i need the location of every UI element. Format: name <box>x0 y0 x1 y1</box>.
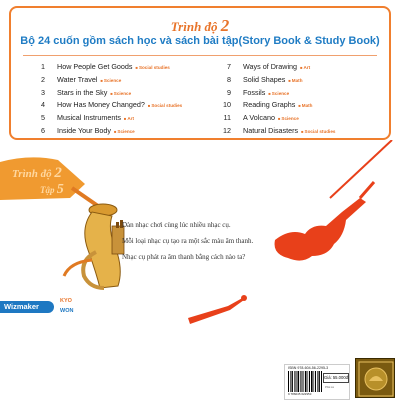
publisher-logo: Wizmaker <box>0 301 54 313</box>
clarinet-icon <box>188 296 246 324</box>
book-category: ■ Science <box>268 91 289 96</box>
book-item <box>221 125 400 138</box>
seal-stamp-icon <box>355 358 395 398</box>
book-title <box>57 61 170 75</box>
book-title <box>243 99 312 113</box>
volume-level-word: Trình độ <box>12 168 52 180</box>
book-title-text: Natural Disasters <box>243 125 299 135</box>
book-category: ■ Math <box>288 78 302 83</box>
description-text <box>122 217 342 265</box>
brand-logo <box>60 296 88 318</box>
book-number: 4 <box>41 100 45 110</box>
book-category: ■ Social studies <box>148 103 182 108</box>
book-title <box>57 74 121 88</box>
price-note: Phát sà <box>325 386 334 389</box>
book-title-text: A Volcano <box>243 113 275 123</box>
book-item <box>35 61 215 74</box>
book-title <box>243 61 310 75</box>
book-category: ■ Science <box>100 78 121 83</box>
book-item <box>221 74 400 87</box>
book-item <box>221 61 400 74</box>
book-title-text: Reading Graphs <box>243 100 296 110</box>
book-title <box>243 74 303 88</box>
book-number: 1 <box>41 62 45 71</box>
barcode-panel <box>284 364 350 400</box>
book-title-text: How People Get Goods <box>57 62 133 71</box>
book-number: 3 <box>41 87 45 97</box>
book-item <box>221 99 400 112</box>
book-number: 2 <box>41 74 45 84</box>
volume-level-stamp <box>12 165 62 182</box>
book-item <box>35 87 215 100</box>
series-subtitle: Bộ 24 cuốn gồm sách học và sách bài tập(Story Book & Study Book) <box>20 35 380 47</box>
book-category: ■ Social studies <box>136 65 170 70</box>
description-line: Nhạc cụ phát ra âm thanh bằng cách nào ta? <box>122 253 246 261</box>
book-title <box>243 125 335 139</box>
book-number: 11 <box>223 113 231 123</box>
brand-logo-line1: KYO <box>60 298 72 304</box>
book-title <box>57 99 182 113</box>
book-item <box>35 99 215 112</box>
volume-number-stamp <box>40 182 64 198</box>
book-number: 8 <box>227 74 231 84</box>
barcode-number: 9 786045 622953 <box>288 392 312 396</box>
book-title <box>243 87 289 101</box>
book-list-right <box>221 61 400 138</box>
book-title-text: Ways of Drawing <box>243 62 298 71</box>
book-item <box>35 112 215 125</box>
book-title-text: Solid Shapes <box>243 74 286 84</box>
book-title-text: Stars in the Sky <box>57 87 108 97</box>
volume-tap-number: 5 <box>56 182 64 197</box>
book-item <box>221 87 400 100</box>
level-number: 2 <box>220 16 230 35</box>
level-title <box>11 16 389 36</box>
book-category: ■ Science <box>110 91 131 96</box>
book-title-text: Water Travel <box>57 74 98 84</box>
book-list-left <box>35 61 215 138</box>
volume-level-number: 2 <box>54 165 62 181</box>
cover-illustration-area <box>0 140 400 400</box>
book-category: ■ Science <box>114 129 135 134</box>
book-title-text: How Has Money Changed? <box>57 100 145 110</box>
book-title-text: Fossils <box>243 87 266 97</box>
book-number: 12 <box>223 125 231 135</box>
book-number: 9 <box>227 87 231 97</box>
book-number: 5 <box>41 113 45 123</box>
book-title-text: Musical Instruments <box>57 113 121 123</box>
book-category: ■ Art <box>124 116 134 121</box>
book-title <box>243 112 299 126</box>
description-line: Mỗi loại nhạc cụ tạo ra một sắc màu âm thanh. <box>122 237 254 245</box>
price-label: Giá: 55.000đ <box>323 373 349 383</box>
book-item <box>221 112 400 125</box>
description-line: Dàn nhạc chơi cùng lúc nhiều nhạc cụ. <box>122 221 231 229</box>
book-title <box>57 112 134 126</box>
book-title <box>57 125 135 139</box>
isbn-label: ISBN 978-604-56-2295-3 <box>288 366 329 370</box>
book-category: ■ Art <box>300 65 310 70</box>
book-list-panel <box>9 6 391 140</box>
book-category: ■ Social studies <box>301 129 335 134</box>
book-category: ■ Science <box>278 116 299 121</box>
book-title <box>57 87 131 101</box>
book-number: 7 <box>227 62 231 71</box>
book-number: 10 <box>223 100 231 110</box>
book-title-text: Inside Your Body <box>57 125 111 135</box>
divider <box>23 55 377 56</box>
level-word: Trình độ <box>170 19 218 34</box>
book-item <box>35 125 215 138</box>
book-number: 6 <box>41 125 45 135</box>
brand-logo-line2: WON <box>60 308 74 314</box>
book-item <box>35 74 215 87</box>
barcode-icon <box>288 371 322 392</box>
volume-tap-word: Tập <box>40 185 55 195</box>
book-category: ■ Math <box>298 103 312 108</box>
